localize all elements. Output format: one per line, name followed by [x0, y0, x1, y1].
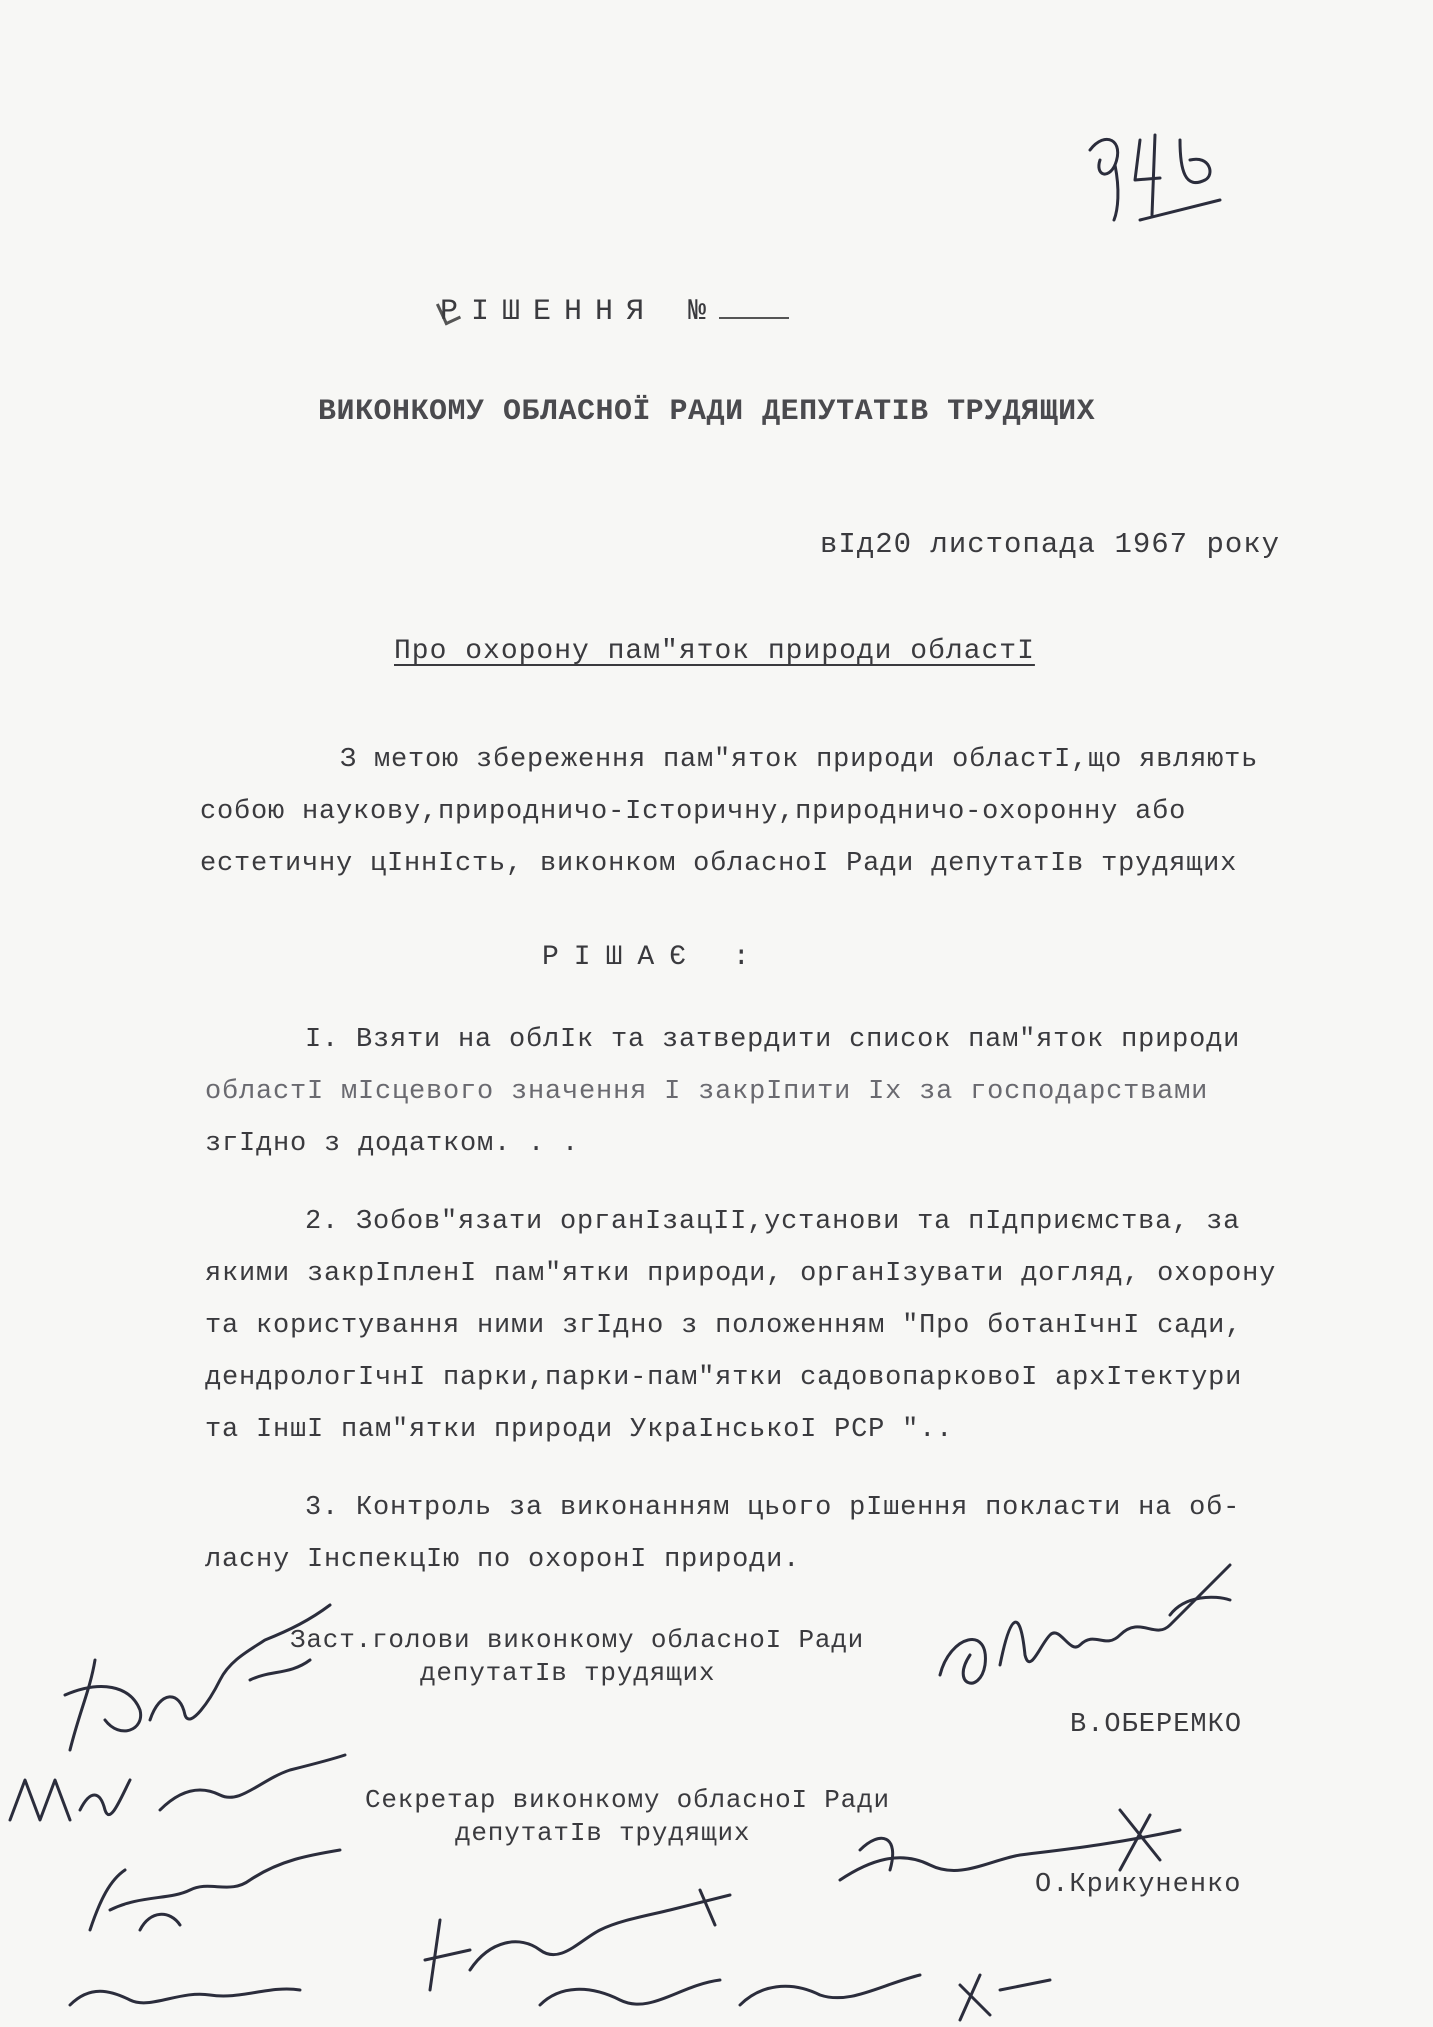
preamble-line: собою наукову,природничо-Історичну,природничо-охоронну або [200, 797, 1187, 827]
item-2-line: дендрологІчнІ парки,парки-пам"ятки садовопарковоІ архІтектури [205, 1363, 1243, 1393]
issuing-body: ВИКОНКОМУ ОБЛАСНОЇ РАДИ ДЕПУТАТІВ ТРУДЯЩИХ [318, 395, 1096, 429]
signatory-1-name: В.ОБЕРЕМКО [1070, 1710, 1243, 1740]
signature-handwritten [0, 1740, 360, 1840]
document-title: РІШЕННЯ № [440, 295, 789, 329]
item-2-line: та ІншІ пам"ятки природи УкраІнськоІ РСР ".. [205, 1415, 954, 1445]
resolve-heading: РІШАЄ : [542, 942, 765, 973]
preamble-line: З метою збереження пам"яток природи областІ,що являють [340, 745, 1259, 775]
signature-oberemko [930, 1545, 1250, 1715]
signatory-1-title: депутатІв трудящих [420, 1658, 716, 1688]
signatory-2-name: О.Крикуненко [1035, 1870, 1242, 1900]
preamble-line: естетичну цІннІсть, виконком обласноІ Ради депутатІв трудящих [200, 849, 1238, 879]
item-1-line: областІ мІсцевого значення І закрІпити Іх за господарствами [205, 1077, 1209, 1107]
item-3-line: 3. Контроль за виконанням цього рІшення покласти на об- [305, 1493, 1241, 1523]
document-date: вІд20 листопада 1967 року [820, 528, 1281, 561]
item-2-line: та користування ними згІдно з положенням "Про ботанІчнІ сади, [205, 1311, 1243, 1341]
signatory-2-title: депутатІв трудящих [455, 1818, 751, 1848]
document-heading: Про охорону пам"яток природи областІ [394, 636, 1035, 667]
signature-handwritten [820, 1790, 1200, 1920]
signatory-2-title: Секретар виконкому обласноІ Ради [365, 1785, 890, 1815]
decision-number [719, 317, 789, 319]
signature-handwritten [80, 1840, 360, 1950]
item-3-line: ласну ІнспекцІю по охоронІ природи. [205, 1545, 801, 1575]
signature-handwritten-row [60, 1945, 1160, 2025]
item-1-line: І. Взяти на облІк та затвердити список пам"яток природи [305, 1025, 1241, 1055]
archive-number-handwritten [1080, 120, 1230, 230]
item-1-line: згІдно з додатком. . . [205, 1129, 580, 1159]
signatory-1-title: Заст.голови виконкому обласноІ Ради [290, 1625, 865, 1655]
item-2-line: якими закрІпленІ пам"ятки природи, органІзувати догляд, охорону [205, 1259, 1277, 1289]
item-2-line: 2. Зобов"язати органІзацІІ,установи та пІдприємства, за [305, 1207, 1241, 1237]
